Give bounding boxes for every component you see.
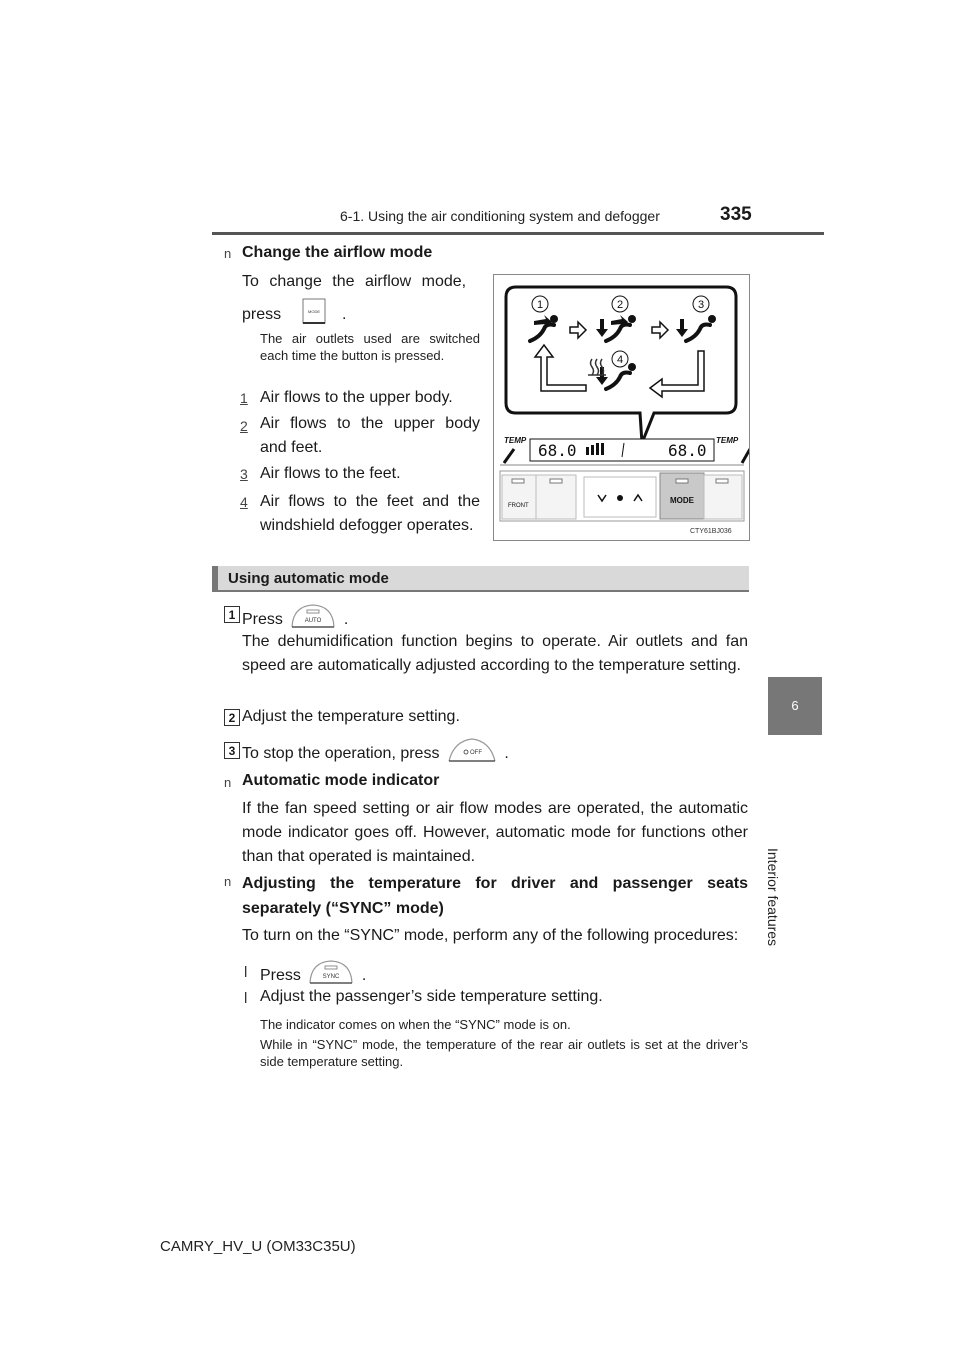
list-bullet: l bbox=[244, 964, 248, 981]
airflow-figure bbox=[493, 274, 750, 541]
sync-note-2: While in “SYNC” mode, the temperature of the rear air outlets is set at the driver’s side temperature setting. bbox=[260, 1037, 748, 1069]
chapter-label: Interior features bbox=[765, 848, 781, 947]
header-rule bbox=[212, 232, 824, 235]
svg-text:MODE: MODE bbox=[307, 309, 320, 314]
section-marker: n bbox=[224, 775, 232, 790]
airflow-heading: Change the airflow mode bbox=[242, 244, 433, 261]
svg-text:FRONT: FRONT bbox=[508, 503, 529, 509]
airflow-item-3: Air flows to the feet. bbox=[260, 465, 401, 482]
chapter-tab: 6 bbox=[768, 677, 822, 735]
svg-text:68.0: 68.0 bbox=[538, 441, 577, 460]
item-number-4: 4 bbox=[240, 494, 248, 510]
svg-text:1: 1 bbox=[536, 299, 544, 311]
climate-panel-illustration bbox=[494, 275, 749, 540]
step-1-line: Press AUTO . bbox=[242, 603, 348, 637]
svg-text:MODE: MODE bbox=[670, 496, 694, 505]
off-button-icon bbox=[446, 737, 498, 771]
item-number-2: 2 bbox=[240, 418, 248, 434]
svg-text:TEMP: TEMP bbox=[504, 436, 527, 445]
step-1-detail: The dehumidification function begins to operate. Air outlets and fan speed are automatically adjusted according to the temperature setting. bbox=[242, 633, 748, 674]
running-header: 6-1. Using the air conditioning system and defogger bbox=[340, 208, 660, 224]
footer-model-code: CAMRY_HV_U (OM33C35U) bbox=[160, 1238, 356, 1255]
airflow-note: The air outlets used are switched each time the button is pressed. bbox=[260, 331, 480, 363]
section-title-bar: Using automatic mode bbox=[212, 566, 749, 592]
item-number-1: 1 bbox=[240, 390, 248, 406]
section-marker: n bbox=[224, 246, 232, 261]
airflow-intro: To change the airflow mode, bbox=[242, 273, 467, 290]
svg-text:3: 3 bbox=[697, 299, 705, 311]
airflow-item-1: Air flows to the upper body. bbox=[260, 389, 453, 406]
page-number: 335 bbox=[720, 204, 752, 225]
svg-text:TEMP: TEMP bbox=[716, 436, 739, 445]
svg-text:4: 4 bbox=[616, 354, 624, 366]
step-number-3: 3 bbox=[224, 742, 240, 759]
step-number-1: 1 bbox=[224, 606, 240, 623]
step-number-2: 2 bbox=[224, 709, 240, 726]
section-marker: n bbox=[224, 874, 232, 889]
list-bullet: l bbox=[244, 990, 248, 1007]
item-number-3: 3 bbox=[240, 466, 248, 482]
airflow-press-line: press MODE . bbox=[242, 298, 346, 332]
svg-text:SYNC: SYNC bbox=[323, 974, 340, 980]
sync-note-1: The indicator comes on when the “SYNC” mode is on. bbox=[260, 1017, 571, 1032]
svg-text:CTY61BJ036: CTY61BJ036 bbox=[690, 528, 732, 535]
sync-heading: Adjusting the temperature for driver and passenger seats separately (“SYNC” mode) bbox=[242, 875, 748, 917]
sync-bullet-1: Press SYNC . bbox=[260, 959, 366, 993]
airflow-item-4: Air flows to the feet and the windshield defogger operates. bbox=[260, 493, 480, 534]
svg-text:AUTO: AUTO bbox=[305, 618, 322, 624]
svg-text:68.0: 68.0 bbox=[668, 441, 707, 460]
step-3-line: To stop the operation, press OFF . bbox=[242, 737, 509, 771]
sync-bullet-2: Adjust the passenger’s side temperature setting. bbox=[260, 988, 603, 1005]
sync-intro: To turn on the “SYNC” mode, perform any of the following procedures: bbox=[242, 927, 739, 944]
indicator-heading: Automatic mode indicator bbox=[242, 772, 440, 789]
airflow-item-2: Air flows to the upper body and feet. bbox=[260, 415, 480, 456]
svg-text:OFF: OFF bbox=[469, 750, 482, 756]
mode-button-icon bbox=[300, 298, 328, 332]
svg-text:2: 2 bbox=[616, 299, 624, 311]
step-2-text: Adjust the temperature setting. bbox=[242, 708, 460, 725]
indicator-text: If the fan speed setting or air flow modes are operated, the automatic mode indicator goes off. However, automatic mode for functions other than that operated is maintained. bbox=[242, 800, 748, 865]
